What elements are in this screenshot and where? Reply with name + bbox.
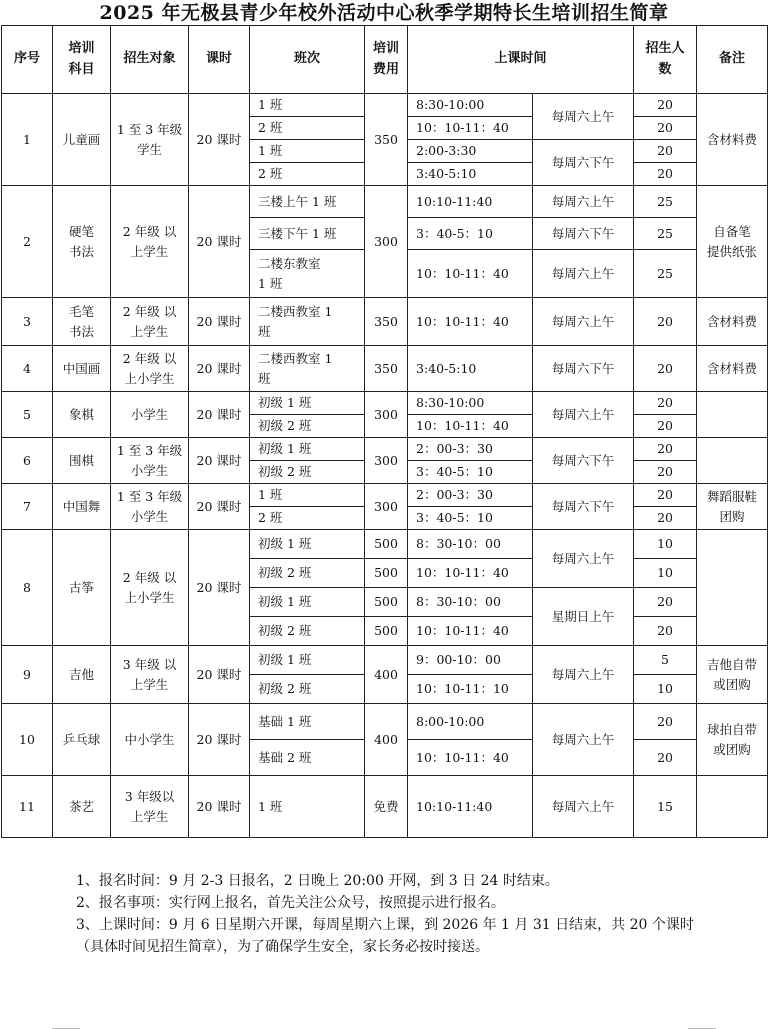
class-name: 1 班	[250, 94, 365, 117]
course-hours: 20 课时	[189, 438, 250, 484]
course-note: 含材料费	[697, 94, 768, 186]
class-quota: 20	[634, 346, 697, 392]
course-target: 2 年级 以 上小学生	[111, 530, 189, 646]
class-quota: 20	[634, 117, 697, 140]
table-row	[2, 186, 768, 218]
class-name: 2 班	[250, 163, 365, 186]
course-target: 小学生	[111, 392, 189, 438]
course-no: 4	[2, 346, 53, 392]
course-fee: 500	[365, 588, 408, 617]
course-no: 10	[2, 704, 53, 776]
class-name: 初级 2 班	[250, 461, 365, 484]
course-target: 2 年级 以 上学生	[111, 298, 189, 346]
class-quota: 25	[634, 186, 697, 218]
course-hours: 20 课时	[189, 704, 250, 776]
course-target: 3 年级 以 上学生	[111, 646, 189, 704]
class-quota: 20	[634, 392, 697, 415]
class-quota: 20	[634, 163, 697, 186]
class-time: 10:10-11:40	[408, 776, 533, 838]
course-target: 2 年级 以 上学生	[111, 186, 189, 298]
class-name: 初级 2 班	[250, 559, 365, 588]
header-fee: 培训 费用	[365, 26, 408, 94]
note-class-schedule: 3、上课时间：9 月 6 日星期六开课，每周星期六上课，到 2026 年 1 月 31 日结束，共 20 个课时（具体时间见招生简章），为了确保学生安全，家长务必按时接送。	[76, 917, 694, 955]
course-no: 6	[2, 438, 53, 484]
class-time: 10：10-11：40	[408, 415, 533, 438]
class-quota: 20	[634, 617, 697, 646]
class-time: 10：10-11：40	[408, 298, 533, 346]
class-name: 基础 2 班	[250, 740, 365, 776]
table-row	[2, 94, 768, 117]
class-name: 1 班	[250, 140, 365, 163]
class-quota: 20	[634, 740, 697, 776]
class-day: 星期日上午	[533, 588, 634, 646]
course-subject: 吉他	[53, 646, 111, 704]
class-quota: 10	[634, 559, 697, 588]
class-time: 10：10-11：40	[408, 117, 533, 140]
class-day: 每周六上午	[533, 186, 634, 218]
course-no: 11	[2, 776, 53, 838]
class-time: 8:30-10:00	[408, 94, 533, 117]
header-subject: 培训 科目	[53, 26, 111, 94]
header-row	[2, 26, 768, 94]
course-hours: 20 课时	[189, 484, 250, 530]
course-no: 8	[2, 530, 53, 646]
course-subject: 中国舞	[53, 484, 111, 530]
header-quota: 招生人 数	[634, 26, 697, 94]
notes-section	[76, 870, 696, 958]
header-hours: 课时	[189, 26, 250, 94]
class-name: 初级 2 班	[250, 415, 365, 438]
class-day: 每周六下午	[533, 346, 634, 392]
table-row	[2, 530, 768, 559]
class-quota: 20	[634, 298, 697, 346]
table-row	[2, 438, 768, 461]
class-time: 3：40-5：10	[408, 507, 533, 530]
course-subject: 中国画	[53, 346, 111, 392]
course-subject: 围棋	[53, 438, 111, 484]
course-subject: 茶艺	[53, 776, 111, 838]
class-time: 3：40-5：10	[408, 218, 533, 250]
class-name: 初级 1 班	[250, 588, 365, 617]
class-name: 2 班	[250, 117, 365, 140]
course-target: 3 年级以 上学生	[111, 776, 189, 838]
course-note	[697, 438, 768, 484]
table-row	[2, 484, 768, 507]
class-time: 8:30-10:00	[408, 392, 533, 415]
header-no: 序号	[2, 26, 53, 94]
course-note: 吉他自带 或团购	[697, 646, 768, 704]
class-quota: 10	[634, 675, 697, 704]
class-name: 1 班	[250, 484, 365, 507]
class-quota: 20	[634, 415, 697, 438]
class-quota: 20	[634, 438, 697, 461]
course-fee: 350	[365, 94, 408, 186]
header-time: 上课时间	[408, 26, 634, 94]
course-no: 1	[2, 94, 53, 186]
course-note: 舞蹈服鞋 团购	[697, 484, 768, 530]
course-fee: 300	[365, 484, 408, 530]
class-time: 2：00-3：30	[408, 438, 533, 461]
class-time: 10：10-11：40	[408, 740, 533, 776]
class-quota: 20	[634, 507, 697, 530]
course-fee: 300	[365, 186, 408, 298]
class-day: 每周六上午	[533, 94, 634, 140]
class-quota: 25	[634, 250, 697, 298]
course-no: 2	[2, 186, 53, 298]
class-day: 每周六上午	[533, 776, 634, 838]
class-quota: 20	[634, 484, 697, 507]
class-name: 二楼东教室 1 班	[250, 250, 365, 298]
table-row	[2, 704, 768, 740]
class-day: 每周六下午	[533, 140, 634, 186]
class-name: 初级 2 班	[250, 675, 365, 704]
course-fee: 400	[365, 646, 408, 704]
class-day: 每周六上午	[533, 646, 634, 704]
class-time: 9：00-10：00	[408, 646, 533, 675]
course-hours: 20 课时	[189, 346, 250, 392]
course-target: 2 年级 以 上小学生	[111, 346, 189, 392]
class-name: 二楼西教室 1 班	[250, 298, 365, 346]
class-name: 2 班	[250, 507, 365, 530]
class-time: 8:00-10:00	[408, 704, 533, 740]
class-quota: 20	[634, 704, 697, 740]
class-day: 每周六上午	[533, 250, 634, 298]
class-quota: 20	[634, 588, 697, 617]
note-registration-time: 1、报名时间：9 月 2-3 日报名，2 日晚上 20:00 开网，到 3 日 24 时结束。	[76, 873, 559, 889]
course-subject: 象棋	[53, 392, 111, 438]
course-hours: 20 课时	[189, 776, 250, 838]
course-fee: 500	[365, 530, 408, 559]
course-note	[697, 776, 768, 838]
course-subject: 乒乓球	[53, 704, 111, 776]
table-row	[2, 646, 768, 675]
course-hours: 20 课时	[189, 530, 250, 646]
class-time: 10：10-11：40	[408, 617, 533, 646]
class-time: 8：30-10：00	[408, 530, 533, 559]
class-time: 8：30-10：00	[408, 588, 533, 617]
class-quota: 10	[634, 530, 697, 559]
class-name: 三楼上午 1 班	[250, 186, 365, 218]
class-day: 每周六上午	[533, 298, 634, 346]
course-subject: 毛笔 书法	[53, 298, 111, 346]
course-note: 球拍自带 或团购	[697, 704, 768, 776]
class-quota: 20	[634, 140, 697, 163]
class-time: 2：00-3：30	[408, 484, 533, 507]
course-fee: 500	[365, 617, 408, 646]
class-quota: 20	[634, 461, 697, 484]
class-quota: 5	[634, 646, 697, 675]
class-name: 初级 2 班	[250, 617, 365, 646]
enrollment-table	[1, 25, 768, 838]
course-fee: 免费	[365, 776, 408, 838]
class-day: 每周六下午	[533, 438, 634, 484]
course-subject: 古筝	[53, 530, 111, 646]
course-fee: 300	[365, 392, 408, 438]
class-time: 3:40-5:10	[408, 346, 533, 392]
class-quota: 25	[634, 218, 697, 250]
table-row	[2, 776, 768, 838]
course-no: 9	[2, 646, 53, 704]
table-row	[2, 346, 768, 392]
course-target: 1 至 3 年级 学生	[111, 94, 189, 186]
class-quota: 20	[634, 94, 697, 117]
class-time: 10:10-11:40	[408, 186, 533, 218]
header-class: 班次	[250, 26, 365, 94]
class-time: 10：10-11：40	[408, 559, 533, 588]
class-name: 1 班	[250, 776, 365, 838]
header-target: 招生对象	[111, 26, 189, 94]
course-note: 自备笔 提供纸张	[697, 186, 768, 298]
course-target: 1 至 3 年级 小学生	[111, 438, 189, 484]
course-fee: 500	[365, 559, 408, 588]
course-no: 3	[2, 298, 53, 346]
class-name: 基础 1 班	[250, 704, 365, 740]
class-day: 每周六下午	[533, 484, 634, 530]
note-registration-method: 2、报名事项：实行网上报名，首先关注公众号，按照提示进行报名。	[76, 895, 505, 911]
course-fee: 350	[365, 298, 408, 346]
class-name: 三楼下午 1 班	[250, 218, 365, 250]
class-day: 每周六下午	[533, 218, 634, 250]
course-subject: 儿童画	[53, 94, 111, 186]
class-name: 初级 1 班	[250, 438, 365, 461]
course-fee: 300	[365, 438, 408, 484]
header-note: 备注	[697, 26, 768, 94]
course-hours: 20 课时	[189, 186, 250, 298]
class-time: 10：10-11：10	[408, 675, 533, 704]
class-name: 初级 1 班	[250, 646, 365, 675]
course-note: 含材料费	[697, 346, 768, 392]
course-note	[697, 530, 768, 646]
class-time: 3:40-5:10	[408, 163, 533, 186]
class-name: 初级 1 班	[250, 392, 365, 415]
course-target: 1 至 3 年级 小学生	[111, 484, 189, 530]
course-hours: 20 课时	[189, 392, 250, 438]
course-hours: 20 课时	[189, 94, 250, 186]
course-no: 5	[2, 392, 53, 438]
course-note: 含材料费	[697, 298, 768, 346]
course-fee: 350	[365, 346, 408, 392]
class-time: 3：40-5：10	[408, 461, 533, 484]
class-quota: 15	[634, 776, 697, 838]
class-name: 初级 1 班	[250, 530, 365, 559]
class-day: 每周六上午	[533, 530, 634, 588]
course-subject: 硬笔 书法	[53, 186, 111, 298]
course-hours: 20 课时	[189, 298, 250, 346]
class-name: 二楼西教室 1 班	[250, 346, 365, 392]
class-time: 10：10-11：40	[408, 250, 533, 298]
course-hours: 20 课时	[189, 646, 250, 704]
class-day: 每周六上午	[533, 392, 634, 438]
course-target: 中小学生	[111, 704, 189, 776]
course-note	[697, 392, 768, 438]
course-fee: 400	[365, 704, 408, 776]
table-body	[2, 94, 768, 838]
table-row	[2, 392, 768, 415]
class-time: 2:00-3:30	[408, 140, 533, 163]
class-day: 每周六上午	[533, 704, 634, 776]
course-no: 7	[2, 484, 53, 530]
page-title: 2025 年无极县青少年校外活动中心秋季学期特长生培训招生简章	[99, 2, 669, 24]
table-row	[2, 298, 768, 346]
